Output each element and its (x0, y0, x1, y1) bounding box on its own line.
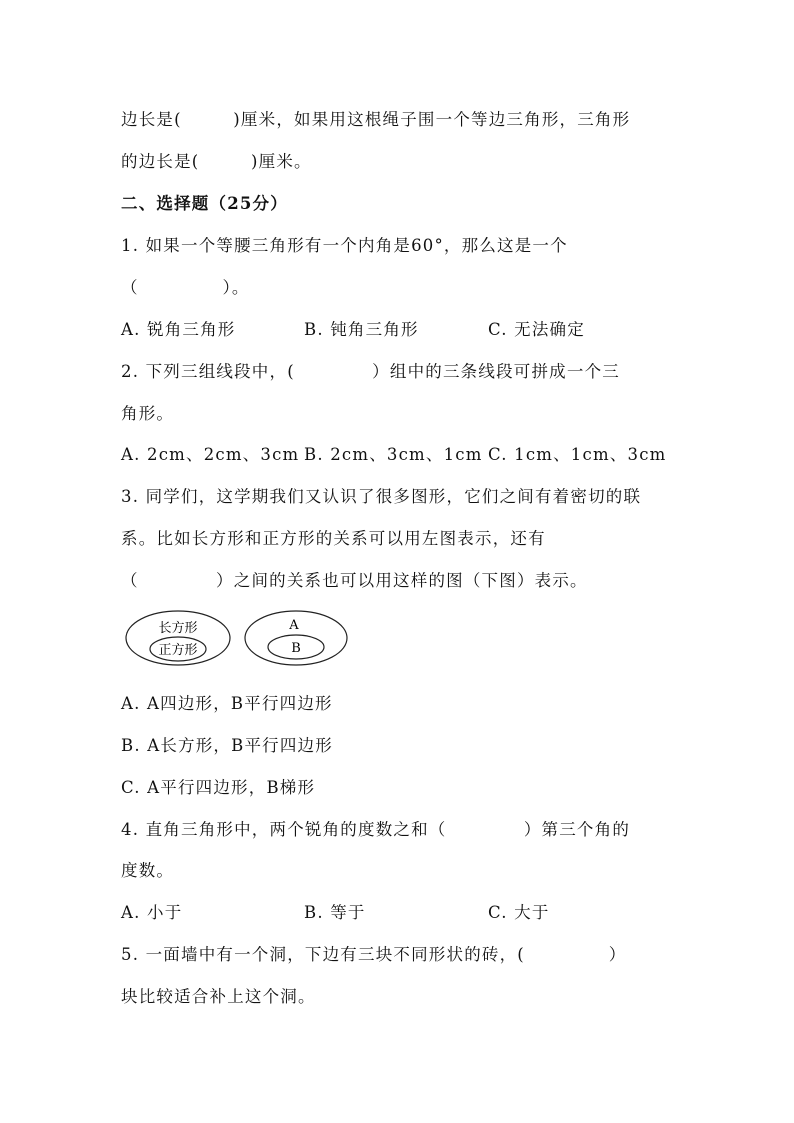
text-line-2: 的边长是( )厘米。 (121, 152, 312, 171)
q2-option-c: C. 1cm、1cm、3cm (488, 445, 667, 464)
section-heading: 二、选择题（25分） (121, 194, 288, 213)
q3-option-a: A. A四边形，B平行四边形 (121, 694, 333, 713)
question-5-text-cont: 块比较适合补上这个洞。 (121, 987, 316, 1006)
question-3-text-cont: 系。比如长方形和正方形的关系可以用左图表示，还有 (121, 529, 546, 548)
q4-option-b: B. 等于 (304, 903, 366, 922)
question-4-text-cont: 度数。 (121, 861, 175, 880)
q4-option-a: A. 小于 (121, 903, 183, 922)
q1-option-c: C. 无法确定 (488, 320, 585, 339)
q2-option-b: B. 2cm、3cm、1cm (304, 445, 483, 464)
text-line-1: 边长是( )厘米，如果用这根绳子围一个等边三角形，三角形 (121, 110, 631, 129)
q3-option-c: C. A平行四边形，B梯形 (121, 778, 316, 797)
question-3-text: 3. 同学们，这学期我们又认识了很多图形，它们之间有着密切的联 (121, 487, 642, 506)
question-2-text-cont: 角形。 (121, 404, 175, 423)
left-outer-label: 长方形 (158, 621, 198, 636)
left-inner-label: 正方形 (158, 643, 198, 658)
q4-option-c: C. 大于 (488, 903, 550, 922)
q1-option-b: B. 钝角三角形 (304, 320, 419, 339)
question-1-blank: （ ）。 (121, 278, 250, 297)
q2-option-a: A. 2cm、2cm、3cm (121, 445, 300, 464)
right-inner-label: B (291, 641, 301, 656)
q3-option-b: B. A长方形，B平行四边形 (121, 736, 333, 755)
question-3-blank: （ ）之间的关系也可以用这样的图（下图）表示。 (121, 571, 588, 590)
right-outer-label: A (289, 618, 299, 633)
q1-option-a: A. 锐角三角形 (121, 320, 236, 339)
venn-diagram (120, 608, 355, 670)
question-2-text: 2. 下列三组线段中，( ）组中的三条线段可拼成一个三 (121, 362, 620, 381)
question-4-text: 4. 直角三角形中，两个锐角的度数之和（ ）第三个角的 (121, 820, 631, 839)
question-1-text: 1. 如果一个等腰三角形有一个内角是60°，那么这是一个 (121, 236, 568, 255)
question-5-text: 5. 一面墙中有一个洞，下边有三块不同形状的砖，( ） (121, 945, 627, 964)
